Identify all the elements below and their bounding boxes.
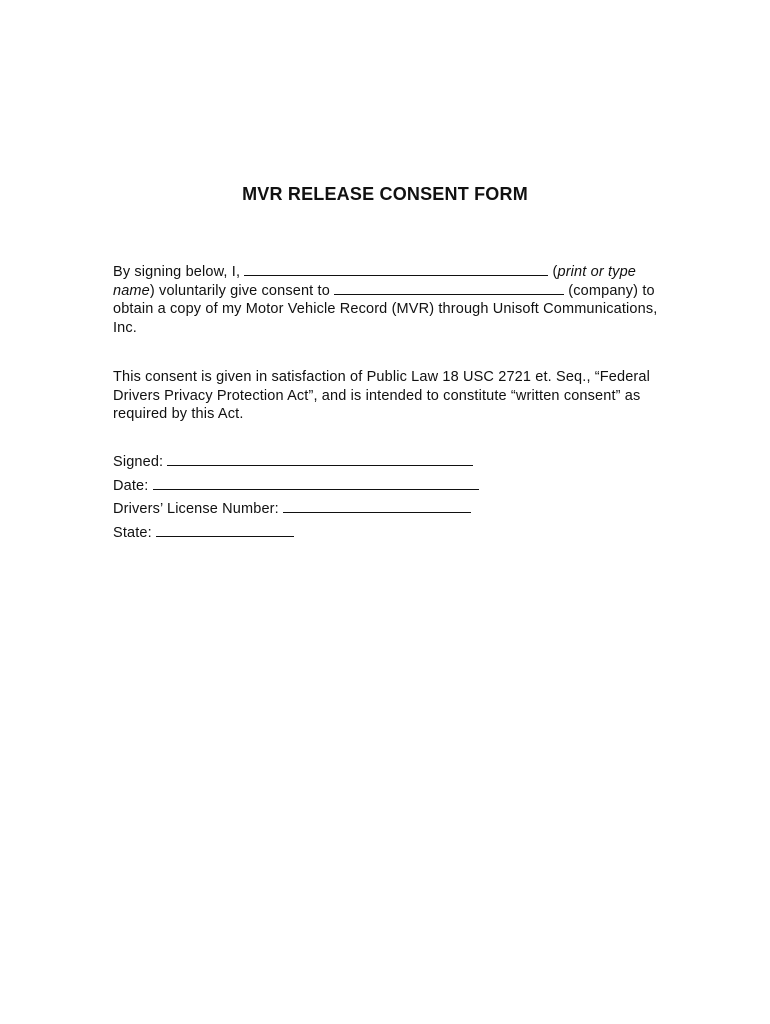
consent-lead-text: By signing below, I, — [113, 264, 245, 280]
state-field — [113, 524, 294, 542]
license-blank-line[interactable] — [283, 500, 471, 513]
date-field — [113, 477, 479, 495]
date-label: Date: — [113, 478, 149, 494]
license-field — [113, 500, 471, 518]
date-blank-line[interactable] — [153, 477, 479, 490]
signed-field — [113, 453, 473, 471]
name-blank-line[interactable] — [244, 263, 548, 276]
state-blank-line[interactable] — [156, 524, 294, 537]
state-label: State: — [113, 525, 152, 541]
company-blank-line[interactable] — [334, 282, 564, 295]
law-paragraph: This consent is given in satisfaction of Public Law 18 USC 2721 et. Seq., “Federal Drivers Privacy Protection Act”, and is intended to constitute “written consent” as required by this Act. — [113, 369, 650, 422]
signed-label: Signed: — [113, 454, 164, 470]
consent-tail-text: to obtain a copy of my Motor Vehicle Record (MVR) through Unisoft Communications, Inc. — [113, 282, 658, 336]
consent-mid-text: voluntarily give consent to — [154, 282, 335, 299]
signed-blank-line[interactable] — [167, 453, 473, 466]
name-hint-text: print or type name — [113, 264, 636, 299]
form-title: MVR RELEASE CONSENT FORM — [242, 184, 528, 204]
company-label: (company) — [568, 282, 639, 299]
license-label: Drivers’ License Number: — [113, 501, 279, 517]
consent-paragraph: By signing below, I, (print or type name) voluntarily give consent to (company) to obtain a copy of my Motor Vehicle Record (MVR) through Unisoft Communications, Inc. — [113, 264, 658, 336]
